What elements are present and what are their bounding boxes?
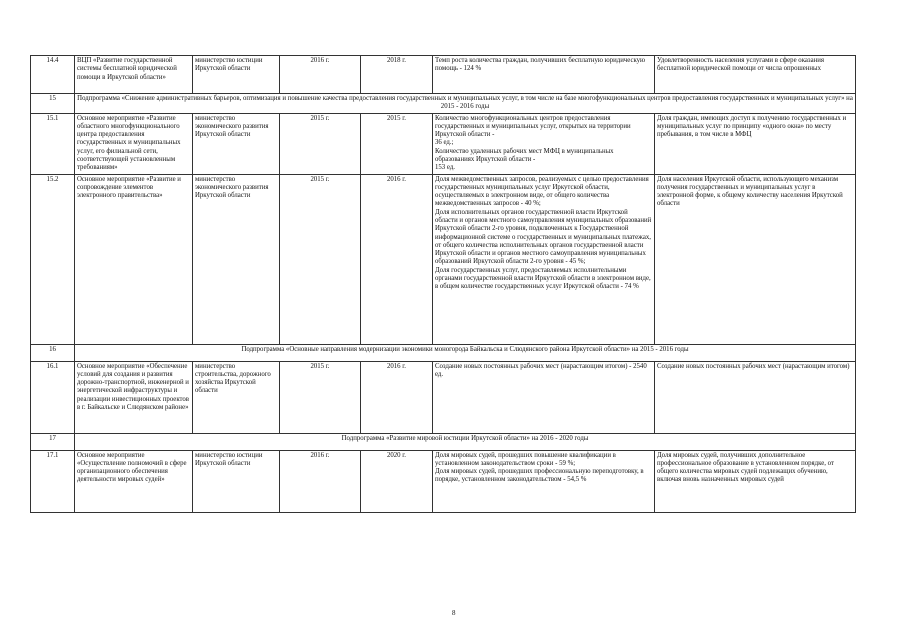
start-year: 2016 г. bbox=[280, 450, 361, 512]
row-number: 17.1 bbox=[31, 450, 75, 512]
end-year: 2016 г. bbox=[361, 174, 433, 344]
row-number: 16.1 bbox=[31, 361, 75, 433]
row-number: 14.4 bbox=[31, 56, 75, 94]
indicators-cell bbox=[433, 450, 655, 512]
subprogram-row bbox=[31, 433, 856, 450]
table-row bbox=[31, 174, 856, 344]
row-number: 15.2 bbox=[31, 174, 75, 344]
end-year: 2015 г. bbox=[361, 113, 433, 174]
subprogram-title: Подпрограмма «Основные направления модернизации экономики моногорода Байкальска и Слюдянского района Иркутской области» на 2015 - 2016 годы bbox=[75, 344, 856, 361]
indicator-line: Доля мировых судей, прошедших повышение квалификации в установленном законодательством сроки - 59 %; bbox=[435, 451, 616, 467]
start-year: 2015 г. bbox=[280, 174, 361, 344]
expected-results: Доля граждан, имеющих доступ к получению государственных и муниципальных услуг по принципу «одного окна» по месту пребывания, в том числе в МФЦ bbox=[655, 113, 856, 174]
table-row bbox=[31, 450, 856, 512]
measure-name: Основное мероприятие «Развитие областного многофункционального центра предоставления государственных и муниципальных услуг, его филиальной сети, соответствующей установленным требованиям» bbox=[75, 113, 193, 174]
indicator-line: 36 ед.; bbox=[435, 139, 454, 147]
subprogram-row bbox=[31, 94, 856, 114]
table-row bbox=[31, 113, 856, 174]
executor: министерство экономического развития Иркутской области bbox=[193, 113, 280, 174]
indicators-cell bbox=[433, 56, 655, 94]
executor: министерство юстиции Иркутской области bbox=[193, 56, 280, 94]
indicator-line: Темп роста количества граждан, получивших бесплатную юридическую помощь - 124 % bbox=[435, 57, 646, 73]
executor: министерство строительства, дорожного хозяйства Иркутской области bbox=[193, 361, 280, 433]
measure-name: Основное мероприятие «Осуществление полномочий в сфере организационного обеспечения деятельности мировых судей» bbox=[75, 450, 193, 512]
end-year: 2020 г. bbox=[361, 450, 433, 512]
indicator-line: 153 ед. bbox=[435, 164, 455, 172]
table-row bbox=[31, 361, 856, 433]
subprogram-title: Подпрограмма «Снижение административных барьеров, оптимизация и повышение качества предоставления государственных и муниципальных услуг, в том числе на базе многофункциональных центров предоставления государственных и муниципальных услуг» на 2015 - 2016 годы bbox=[75, 94, 856, 114]
indicator-line: Доля межведомственных запросов, реализуемых с целью предоставления государственных муниципальных услуг Иркутской области, осуществляемых в электронном виде, от общего количества межведомственных запросов - 40 %; bbox=[435, 175, 649, 208]
subprogram-title: Подпрограмма «Развитие мировой юстиции Иркутской области» на 2016 - 2020 годы bbox=[75, 433, 856, 450]
indicator-line: Количество многофункциональных центров предоставления государственных и муниципальных услуг, открытых на территории Иркутской области - bbox=[435, 114, 631, 139]
subprogram-row bbox=[31, 344, 856, 361]
program-measures-table bbox=[30, 55, 856, 513]
page-number: 8 bbox=[452, 609, 456, 617]
executor: министерство экономического развития Иркутской области bbox=[193, 174, 280, 344]
end-year: 2018 г. bbox=[361, 56, 433, 94]
measure-name: ВЦП «Развитие государственной системы бесплатной юридической помощи в Иркутской области» bbox=[75, 56, 193, 94]
executor: министерство юстиции Иркутской области bbox=[193, 450, 280, 512]
indicators-cell bbox=[433, 113, 655, 174]
expected-results: Создание новых постоянных рабочих мест (нарастающим итогом) bbox=[655, 361, 856, 433]
row-number: 17 bbox=[31, 433, 75, 450]
measure-name: Основное мероприятие «Обеспечение условий для создания и развития дорожно-транспортной, инженерной и энергетической инфраструктуры и реализации инвестиционных проектов в г. Байкальске и Слюдянском районе» bbox=[75, 361, 193, 433]
indicator-line: Доля исполнительных органов государственной власти Иркутской области и органов местного самоуправления муниципальных образований Иркутской области 2-го уровня, подключенных к Государственной информационной системе о государственных и муниципальных платежах, от общего количества исполнительных органов государственной власти Иркутской области и органов местного самоуправления муниципальных образований Иркутской области 2-го уровня - 45 %; bbox=[435, 208, 652, 266]
indicator-line: Количество удаленных рабочих мест МФЦ в муниципальных образованиях Иркутской области - bbox=[435, 147, 614, 163]
expected-results: Доля мировых судей, получивших дополнительное профессиональное образование в установленном порядке, от общего количества мировых судей подлежащих обучению, включая вновь назначенных мировых судей bbox=[655, 450, 856, 512]
row-number: 16 bbox=[31, 344, 75, 361]
expected-results: Доля населения Иркутской области, использующего механизм получения государственных и муниципальных услуг в электронной форме, к общему количеству населения Иркутской области bbox=[655, 174, 856, 344]
start-year: 2015 г. bbox=[280, 361, 361, 433]
measure-name: Основное мероприятие «Развитие и сопровождение элементов электронного правительства» bbox=[75, 174, 193, 344]
table-row bbox=[31, 56, 856, 94]
indicators-cell bbox=[433, 361, 655, 433]
row-number: 15 bbox=[31, 94, 75, 114]
indicator-line: Доля мировых судей, прошедших профессиональную переподготовку, в порядке, установленном законодательством - 54,5 % bbox=[435, 468, 644, 484]
expected-results: Удовлетворенность населения услугами в сфере оказания бесплатной юридической помощи от числа опрошенных bbox=[655, 56, 856, 94]
end-year: 2016 г. bbox=[361, 361, 433, 433]
indicator-line: Создание новых постоянных рабочих мест (нарастающим итогом) - 2540 ед. bbox=[435, 362, 647, 378]
indicators-cell bbox=[433, 174, 655, 344]
start-year: 2015 г. bbox=[280, 113, 361, 174]
start-year: 2016 г. bbox=[280, 56, 361, 94]
row-number: 15.1 bbox=[31, 113, 75, 174]
indicator-line: Доля государственных услуг, предоставляемых исполнительными органами государственной власти Иркутской области в электронном виде, в общем количестве государственных услуг Иркутской области - 74 % bbox=[435, 266, 651, 291]
